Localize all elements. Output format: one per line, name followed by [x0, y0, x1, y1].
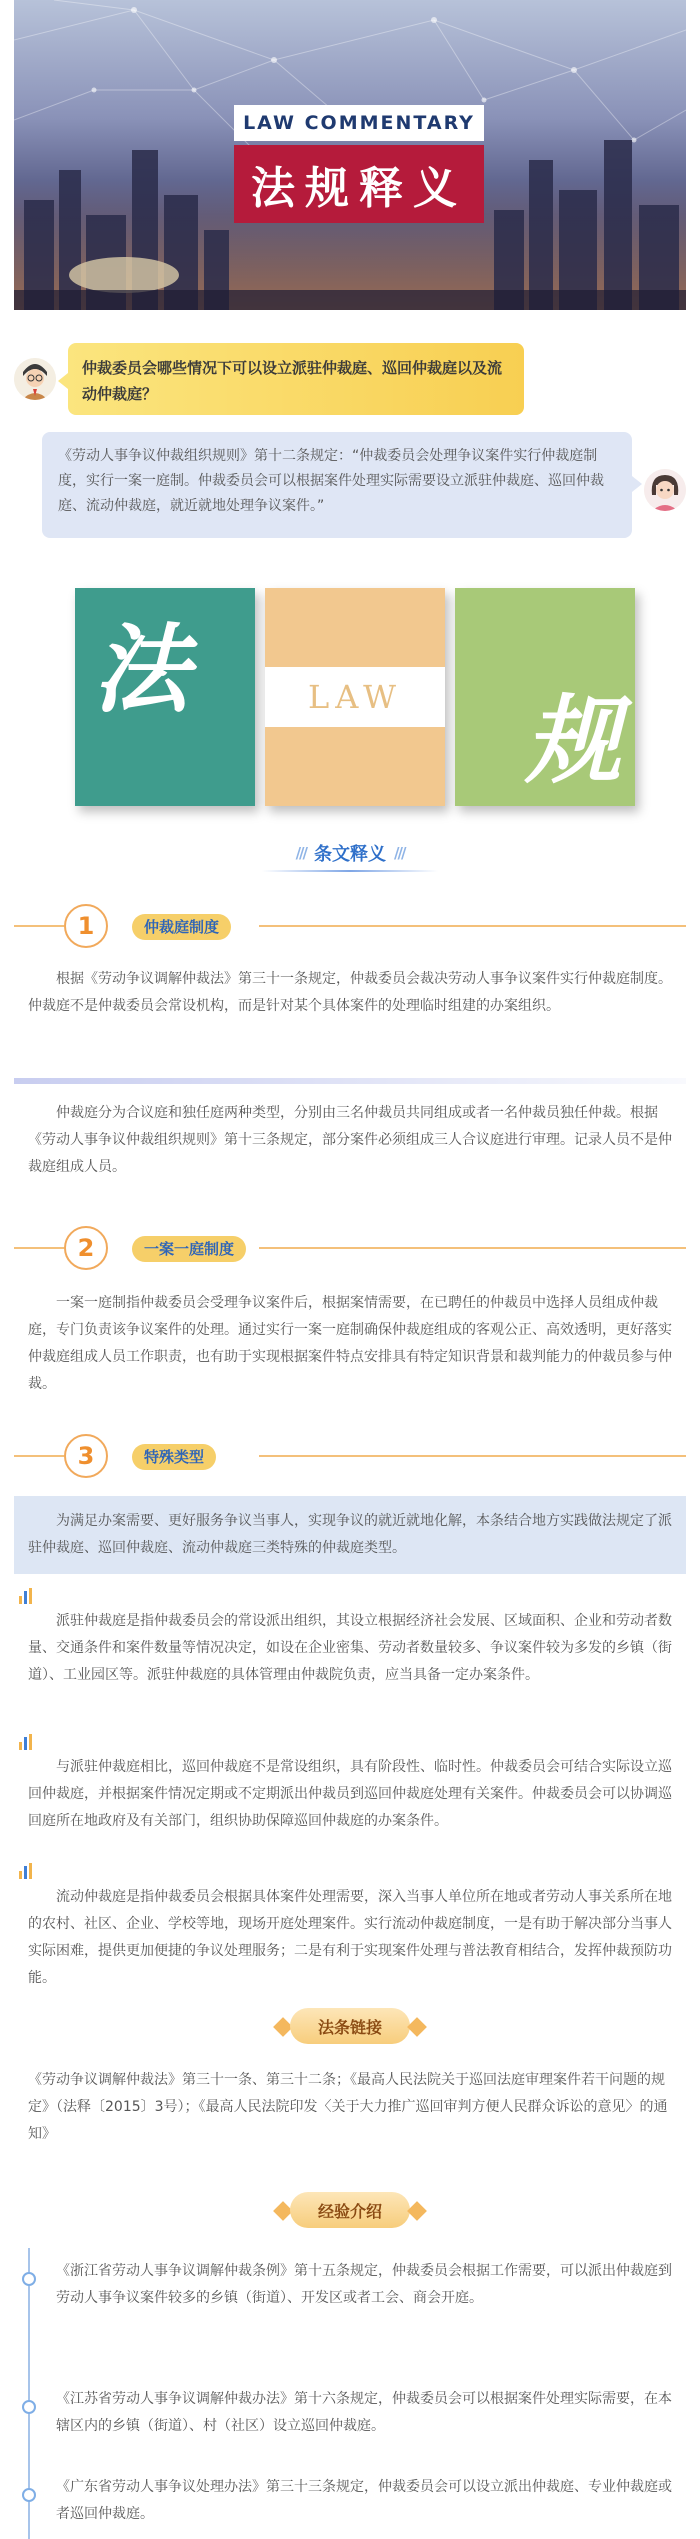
timeline-dot: [22, 2272, 36, 2286]
bar-chart-icon: [18, 1587, 38, 1605]
timeline-dot: [22, 2400, 36, 2414]
section-1-number: 1: [64, 904, 108, 948]
section-2-paragraph-1: 一案一庭制指仲裁委员会受理争议案件后，根据案情需要，在已聘任的仲裁员中选择人员组成仲裁庭，专门负责该争议案件的处理。通过实行一案一庭制确保仲裁庭组成的客观公正、高效透明，更好落实仲裁庭组成人员工作职责，也有助于实现根据案件特点安排具有特定知识背景和裁判能力的仲裁员参与仲裁。: [28, 1295, 672, 1392]
heading-line-right: [259, 1247, 686, 1249]
law-links-title: 法条链接: [290, 2008, 410, 2044]
experience-item-2: 《江苏省劳动人事争议调解仲裁办法》第十六条规定，仲裁委员会可以根据案件处理实际需要，在本辖区内的乡镇（街道）、村（社区）设立巡回仲裁庭。: [56, 2391, 672, 2434]
heading-line-left: [14, 925, 64, 927]
tile-law-text: LAW: [265, 667, 445, 727]
section-1-paragraph-1: 根据《劳动争议调解仲裁法》第三十一条规定，仲裁委员会裁决劳动人事争议案件实行仲裁庭制度。仲裁庭不是仲裁委员会常设机构，而是针对某个具体案件的处理临时组建的办案组织。: [28, 971, 672, 1014]
female-avatar-icon: [644, 469, 686, 511]
section-1-heading: [14, 904, 686, 948]
section-3-intro: 为满足办案需要、更好服务争议当事人，实现争议的就近就地化解，本条结合地方实践做法规定了派驻仲裁庭、巡回仲裁庭、流动仲裁庭三类特殊的仲裁庭类型。: [14, 1496, 686, 1574]
heading-line-left: [14, 1247, 64, 1249]
law-links-heading: [0, 2004, 700, 2048]
section-underline: [262, 870, 438, 872]
section-3-number: 3: [64, 1434, 108, 1478]
diamond-decoration-icon: [407, 2201, 427, 2221]
tile-fa: [75, 588, 255, 806]
divider: [14, 1078, 686, 1084]
section-2-number: 2: [64, 1226, 108, 1270]
section-3-heading: [14, 1434, 686, 1478]
section-3-paragraph-3: 流动仲裁庭是指仲裁委员会根据具体案件处理需要，深入当事人单位所在地或者劳动人事关系所在地的农村、社区、企业、学校等地，现场开庭处理案件。实行流动仲裁庭制度，一是有助于解决部分当事人实际困难，提供更加便捷的争议处理服务；二是有利于实现案件处理与普法教育相结合，发挥仲裁预防功能。: [28, 1889, 672, 1986]
banner-title-cn-box: [234, 145, 484, 223]
experience-title: 经验介绍: [290, 2192, 410, 2228]
answer-bubble: 《劳动人事争议仲裁组织规则》第十二条规定：“仲裁委员会处理争议案件实行仲裁庭制度，实行一案一庭制。仲裁委员会可以根据案件处理实际需要设立派驻仲裁庭、巡回仲裁庭、流动仲裁庭，就近就地处理争议案件。”: [42, 432, 632, 538]
banner-title-cn: 法规释义: [251, 163, 467, 214]
heading-line-left: [14, 1455, 64, 1457]
section-3-paragraph-2: 与派驻仲裁庭相比，巡回仲裁庭不是常设组织，具有阶段性、临时性。仲裁委员会可结合实际设立巡回仲裁庭，并根据案件情况定期或不定期派出仲裁员到巡回仲裁庭处理有关案件。仲裁委员会可以协调巡回庭所在地政府及有关部门，组织协助保障巡回仲裁庭的办案条件。: [28, 1759, 672, 1829]
banner-title-en-box: [234, 105, 484, 141]
banner-title-en: LAW COMMENTARY: [243, 112, 475, 134]
section-title: 条文释义: [314, 844, 386, 865]
section-3-paragraph-1: 派驻仲裁庭是指仲裁委员会的常设派出组织，其设立根据经济社会发展、区域面积、企业和劳动者数量、交通条件和案件数量等情况决定，如设在企业密集、劳动者数量较多、争议案件较为多发的乡镇（街道）、工业园区等。派驻仲裁庭的具体管理由仲裁院负责，应当具备一定办案条件。: [28, 1613, 672, 1683]
male-avatar-icon: [14, 358, 56, 400]
tile-law: [265, 588, 445, 806]
timeline-dot: [22, 2488, 36, 2502]
experience-item-1: 《浙江省劳动人事争议调解仲裁条例》第十五条规定，仲裁委员会根据工作需要，可以派出仲裁庭到劳动人事争议案件较多的乡镇（街道）、开发区或者工会、商会开庭。: [56, 2263, 672, 2306]
heading-line-right: [259, 925, 686, 927]
tile-gui: [455, 588, 635, 806]
bar-chart-icon: [18, 1733, 38, 1751]
slash-decoration-left-icon: ///: [295, 844, 306, 862]
section-1-paragraph-2: 仲裁庭分为合议庭和独任庭两种类型，分别由三名仲裁员共同组成或者一名仲裁员独任仲裁。根据《劳动人事争议仲裁组织规则》第十三条规定，部分案件必须组成三人合议庭进行审理。记录人员不是仲裁庭组成人员。: [28, 1105, 672, 1175]
section-2-heading: [14, 1226, 686, 1270]
bar-chart-icon: [18, 1862, 38, 1880]
slash-decoration-right-icon: ///: [394, 844, 405, 862]
section-1-label: 仲裁庭制度: [132, 914, 231, 940]
header-banner: [14, 0, 686, 310]
experience-heading: [0, 2188, 700, 2232]
tile-gui-char: 规: [525, 684, 621, 797]
section-3-label: 特殊类型: [132, 1444, 216, 1470]
law-links-text: 《劳动争议调解仲裁法》第三十一条、第三十二条；《最高人民法院关于巡回法庭审理案件若干问题的规定》（法释〔2015〕3号）；《最高人民法院印发〈关于大力推广巡回审判方便人民群众诉讼的意见〉的通知》: [28, 2072, 668, 2142]
heading-line-right: [259, 1455, 686, 1457]
question-bubble: 仲裁委员会哪些情况下可以设立派驻仲裁庭、巡回仲裁庭以及流动仲裁庭？: [68, 343, 524, 415]
tile-fa-char: 法: [93, 613, 189, 726]
section-2-label: 一案一庭制度: [132, 1236, 246, 1262]
section-title-row: [0, 838, 700, 868]
diamond-decoration-icon: [407, 2017, 427, 2037]
experience-item-3: 《广东省劳动人事争议处理办法》第三十三条规定，仲裁委员会可以设立派出仲裁庭、专业仲裁庭或者巡回仲裁庭。: [56, 2479, 672, 2522]
